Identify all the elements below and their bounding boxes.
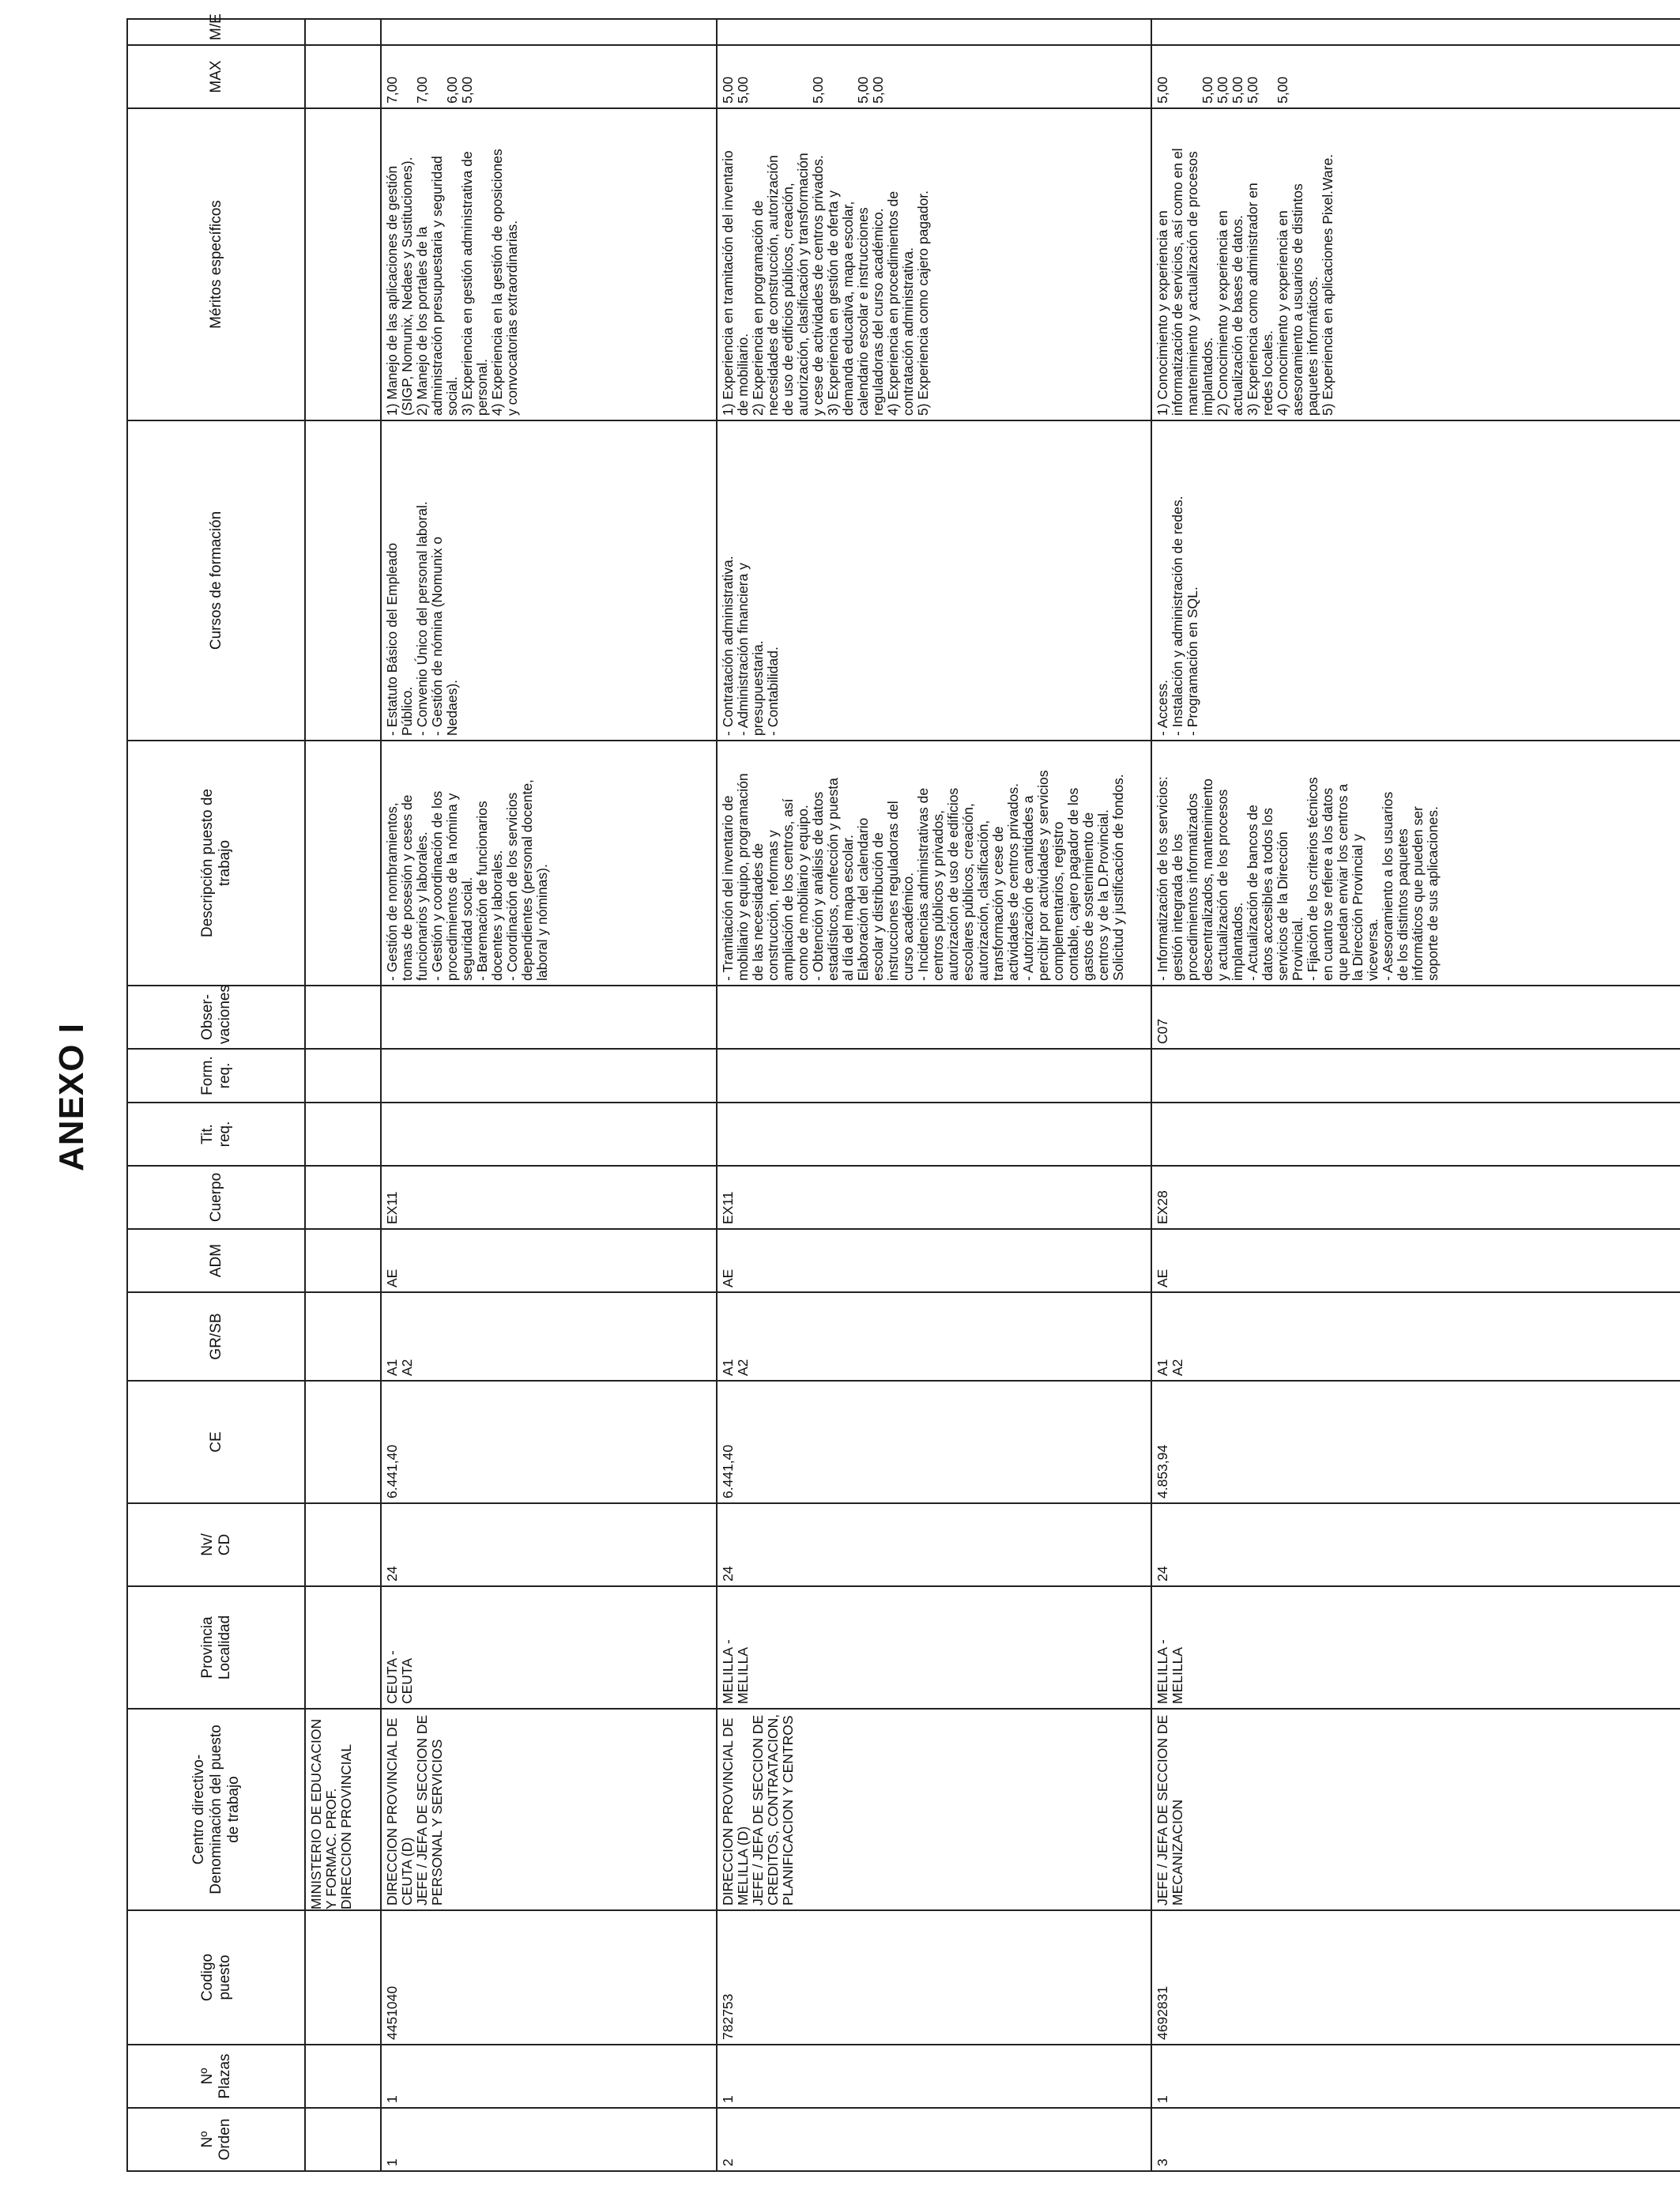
max-value: 5,00 [1200,76,1215,104]
row-obs [717,986,1151,1049]
row-codigo: 782753 [717,1910,1151,2045]
row-descripcion: - Tramitación del inventario de mobiliario y equipo, programación de las necesidades de construcción, reformas y ampliación de los centros, así como de mobiliario y equipo. - Obtención y análisis de datos estadísticos, confección y puesta al día del mapa escolar. Elaboración del calendario escolar y distribución de instrucciones reguladoras del curso académico. - Incidencias administrativas de centros públicos y privados, autorización de uso de edificios escolares públicos, creación, autorización, clasificación, transformación y cese de actividades de centros privados. - Autorización de cantidades a percibir por actividades y servicios complementarios, registro contable, cajero pagador de los gastos de sostenimiento de centros y de la D.Provincial. Solicitud y justificación de fondos. [717,741,1151,986]
max-value [1260,50,1275,104]
row-codigo: 4692831 [1151,1910,1680,2045]
max-value [1170,50,1185,104]
header-max: MAX [127,45,305,108]
max-value: 5,00 [810,76,826,104]
row-me [1151,19,1680,45]
row-cuerpo: EX11 [717,1166,1151,1229]
max-value [841,50,856,104]
table-row [717,19,1151,2171]
max-value: 5,00 [1215,76,1230,104]
row-ce: 6.441,40 [381,1381,717,1503]
row-cursos: - Access. - Instalación y administración de redes. - Programación en SQL. [1151,420,1680,741]
max-value: 5,00 [735,76,751,104]
row-direccion: DIRECCION PROVINCIAL DE MELILLA (D) [720,1717,751,1906]
row-form [1151,1049,1680,1103]
row-plazas: 1 [717,2045,1151,2108]
row-orden: 1 [381,2108,717,2171]
row-cuerpo: EX28 [1151,1166,1680,1229]
row-nivel: 24 [717,1503,1151,1586]
row-tit [381,1103,717,1166]
header-orden: Nº Orden [127,2108,305,2171]
header-me: M/E [127,19,305,45]
max-value [751,50,766,104]
header-ce: CE [127,1381,305,1503]
max-value: 5,00 [855,76,871,104]
header-meritos: Méritos específicos [127,108,305,420]
header-gr: GR/SB [127,1292,305,1381]
row-max [717,45,1151,108]
header-form: Form. req. [127,1049,305,1103]
header-codigo: Codigo puesto [127,1910,305,2045]
row-provincia: CEUTA - CEUTA [381,1586,717,1709]
row-ce: 4.853,94 [1151,1381,1680,1503]
row-orden: 2 [717,2108,1151,2171]
row-tit [717,1103,1151,1166]
max-value: 5,00 [459,76,475,104]
header-nivel: Nv/ CD [127,1503,305,1586]
header-cuerpo: Cuerpo [127,1166,305,1229]
max-value [766,50,781,104]
row-form [717,1049,1151,1103]
row-meritos: 1) Experiencia en tramitación del inventario de mobiliario. 2) Experiencia en programación de necesidades de construcción, autorización de uso de edificios públicos, creación, autorización, clasificación y transformación y cese de actividades de centros privados. 3) Experiencia en gestión de oferta y demanda educativa, mapa escolar, calendario escolar e instrucciones reguladoras del curso académico. 4) Experiencia en procedimientos de contratación administrativa. 5) Experiencia como cajero pagador. [717,108,1151,420]
table-row [381,19,717,2171]
max-value: 5,00 [1245,76,1260,104]
max-value: 7,00 [384,76,400,104]
row-puesto: JEFE / JEFA DE SECCION DE CREDITOS, CONTRATACION, PLANIFICACION Y CENTROS [750,1713,796,1906]
row-puesto: JEFE / JEFA DE SECCION DE PERSONAL Y SERVICIOS [414,1714,445,1906]
row-descripcion: - Gestión de nombramientos, tomas de posesión y ceses de funcionarios y laborales. - Gestión y coordinación de los procedimientos de la nómina y seguridad social. - Baremación de funcionarios docentes y laborales. - Coordinación de los servicios dependientes (personal docente, laboral y nóminas). [381,741,717,986]
row-provincia: MELILLA - MELILLA [1151,1586,1680,1709]
row-me [717,19,1151,45]
header-row [127,19,305,2171]
row-puesto: JEFE / JEFA DE SECCION DE MECANIZACION [1155,1714,1185,1906]
row-provincia: MELILLA - MELILLA [717,1586,1151,1709]
max-value [826,50,841,104]
row-codigo: 4451040 [381,1910,717,2045]
max-value: 7,00 [414,76,430,104]
row-centro [717,1709,1151,1910]
max-value: 5,00 [870,76,886,104]
header-plazas: Nº Plazas [127,2045,305,2108]
row-me [381,19,717,45]
row-form [381,1049,717,1103]
row-adm: AE [1151,1229,1680,1292]
max-value [400,50,415,104]
max-value [1185,50,1200,104]
header-obs: Obser- vaciones [127,986,305,1049]
max-value [430,50,445,104]
max-value [781,50,796,104]
row-cuerpo: EX11 [381,1166,717,1229]
row-adm: AE [717,1229,1151,1292]
max-value [796,50,811,104]
ministerio-label: MINISTERIO DE EDUCACION Y FORMAC. PROF. DIRECCION PROVINCIAL [305,1709,381,1910]
max-value: 5,00 [1230,76,1245,104]
header-centro: Centro directivo- Denominación del puesto de trabajo [127,1709,305,1910]
max-value: 6,00 [444,76,460,104]
header-provincia: Provincia Localidad [127,1586,305,1709]
row-centro [1151,1709,1680,1910]
row-plazas: 1 [381,2045,717,2108]
row-tit [1151,1103,1680,1166]
row-ce: 6.441,40 [717,1381,1151,1503]
row-direccion: DIRECCION PROVINCIAL DE CEUTA (D) [384,1717,415,1906]
row-centro [381,1709,717,1910]
header-tit: Tit. req. [127,1103,305,1166]
row-plazas: 1 [1151,2045,1680,2108]
header-cursos: Cursos de formación [127,420,305,741]
row-obs: C07 [1151,986,1680,1049]
max-value: 5,00 [720,76,736,104]
row-meritos: 1) Manejo de las aplicaciones de gestión (SIGP, Nomunix, Nedaes y Sustituciones). 2) Manejo de los portales de la administración presupuestaria y seguridad social. 3) Experiencia en gestión administrativa de personal. 4) Experiencia en la gestión de oposiciones y convocatorias extraordinarias. [381,108,717,420]
row-gr: A1 A2 [1151,1292,1680,1381]
row-adm: AE [381,1229,717,1292]
row-orden: 3 [1151,2108,1680,2171]
row-gr: A1 A2 [381,1292,717,1381]
ministerio-row [305,19,381,2171]
page-title: ANEXO I [52,1023,91,1171]
positions-table [126,13,1680,2172]
header-adm: ADM [127,1229,305,1292]
row-cursos: - Estatuto Básico del Empleado Público. - Convenio Único del personal laboral. - Gestión de nómina (Nomunix o Nedaes). [381,420,717,741]
row-max [381,45,717,108]
row-obs [381,986,717,1049]
row-max [1151,45,1680,108]
header-descripcion: Descripción puesto de trabajo [127,741,305,986]
row-cursos: - Contratación administrativa. - Administración financiera y presupuestaria. - Contabilidad. [717,420,1151,741]
max-value: 5,00 [1155,76,1170,104]
table-row [1151,19,1680,2171]
row-nivel: 24 [381,1503,717,1586]
row-gr: A1 A2 [717,1292,1151,1381]
row-meritos: 1) Conocimiento y experiencia en informatización de servicios, así como en el mantenimiento y actualización de procesos implantados. 2) Conocimiento y experiencia en actualización de bases de datos. 3) Experiencia como administrador en redes locales. 4) Conocimiento y experiencia en asesoramiento a usuarios de distintos paquetes informáticos. 5) Experiencia en aplicaciones Pixel.Ware. [1151,108,1680,420]
max-value: 5,00 [1275,76,1290,104]
row-descripcion: - Informatización de los servicios: gestión integrada de los procedimientos informatizados descentralizados, mantenimiento y actualización de los procesos implantados. - Actualización de bancos de datos accesibles a todos los servicios de la Dirección Provincial. - Fijación de los criterios técnicos en cuanto se refiere a los datos que puedan enviar los centros a la Dirección Provincial y viceversa. - Asesoramiento a los usuarios de los distintos paquetes informáticos que pueden ser soporte de sus aplicaciones. [1151,741,1680,986]
row-nivel: 24 [1151,1503,1680,1586]
